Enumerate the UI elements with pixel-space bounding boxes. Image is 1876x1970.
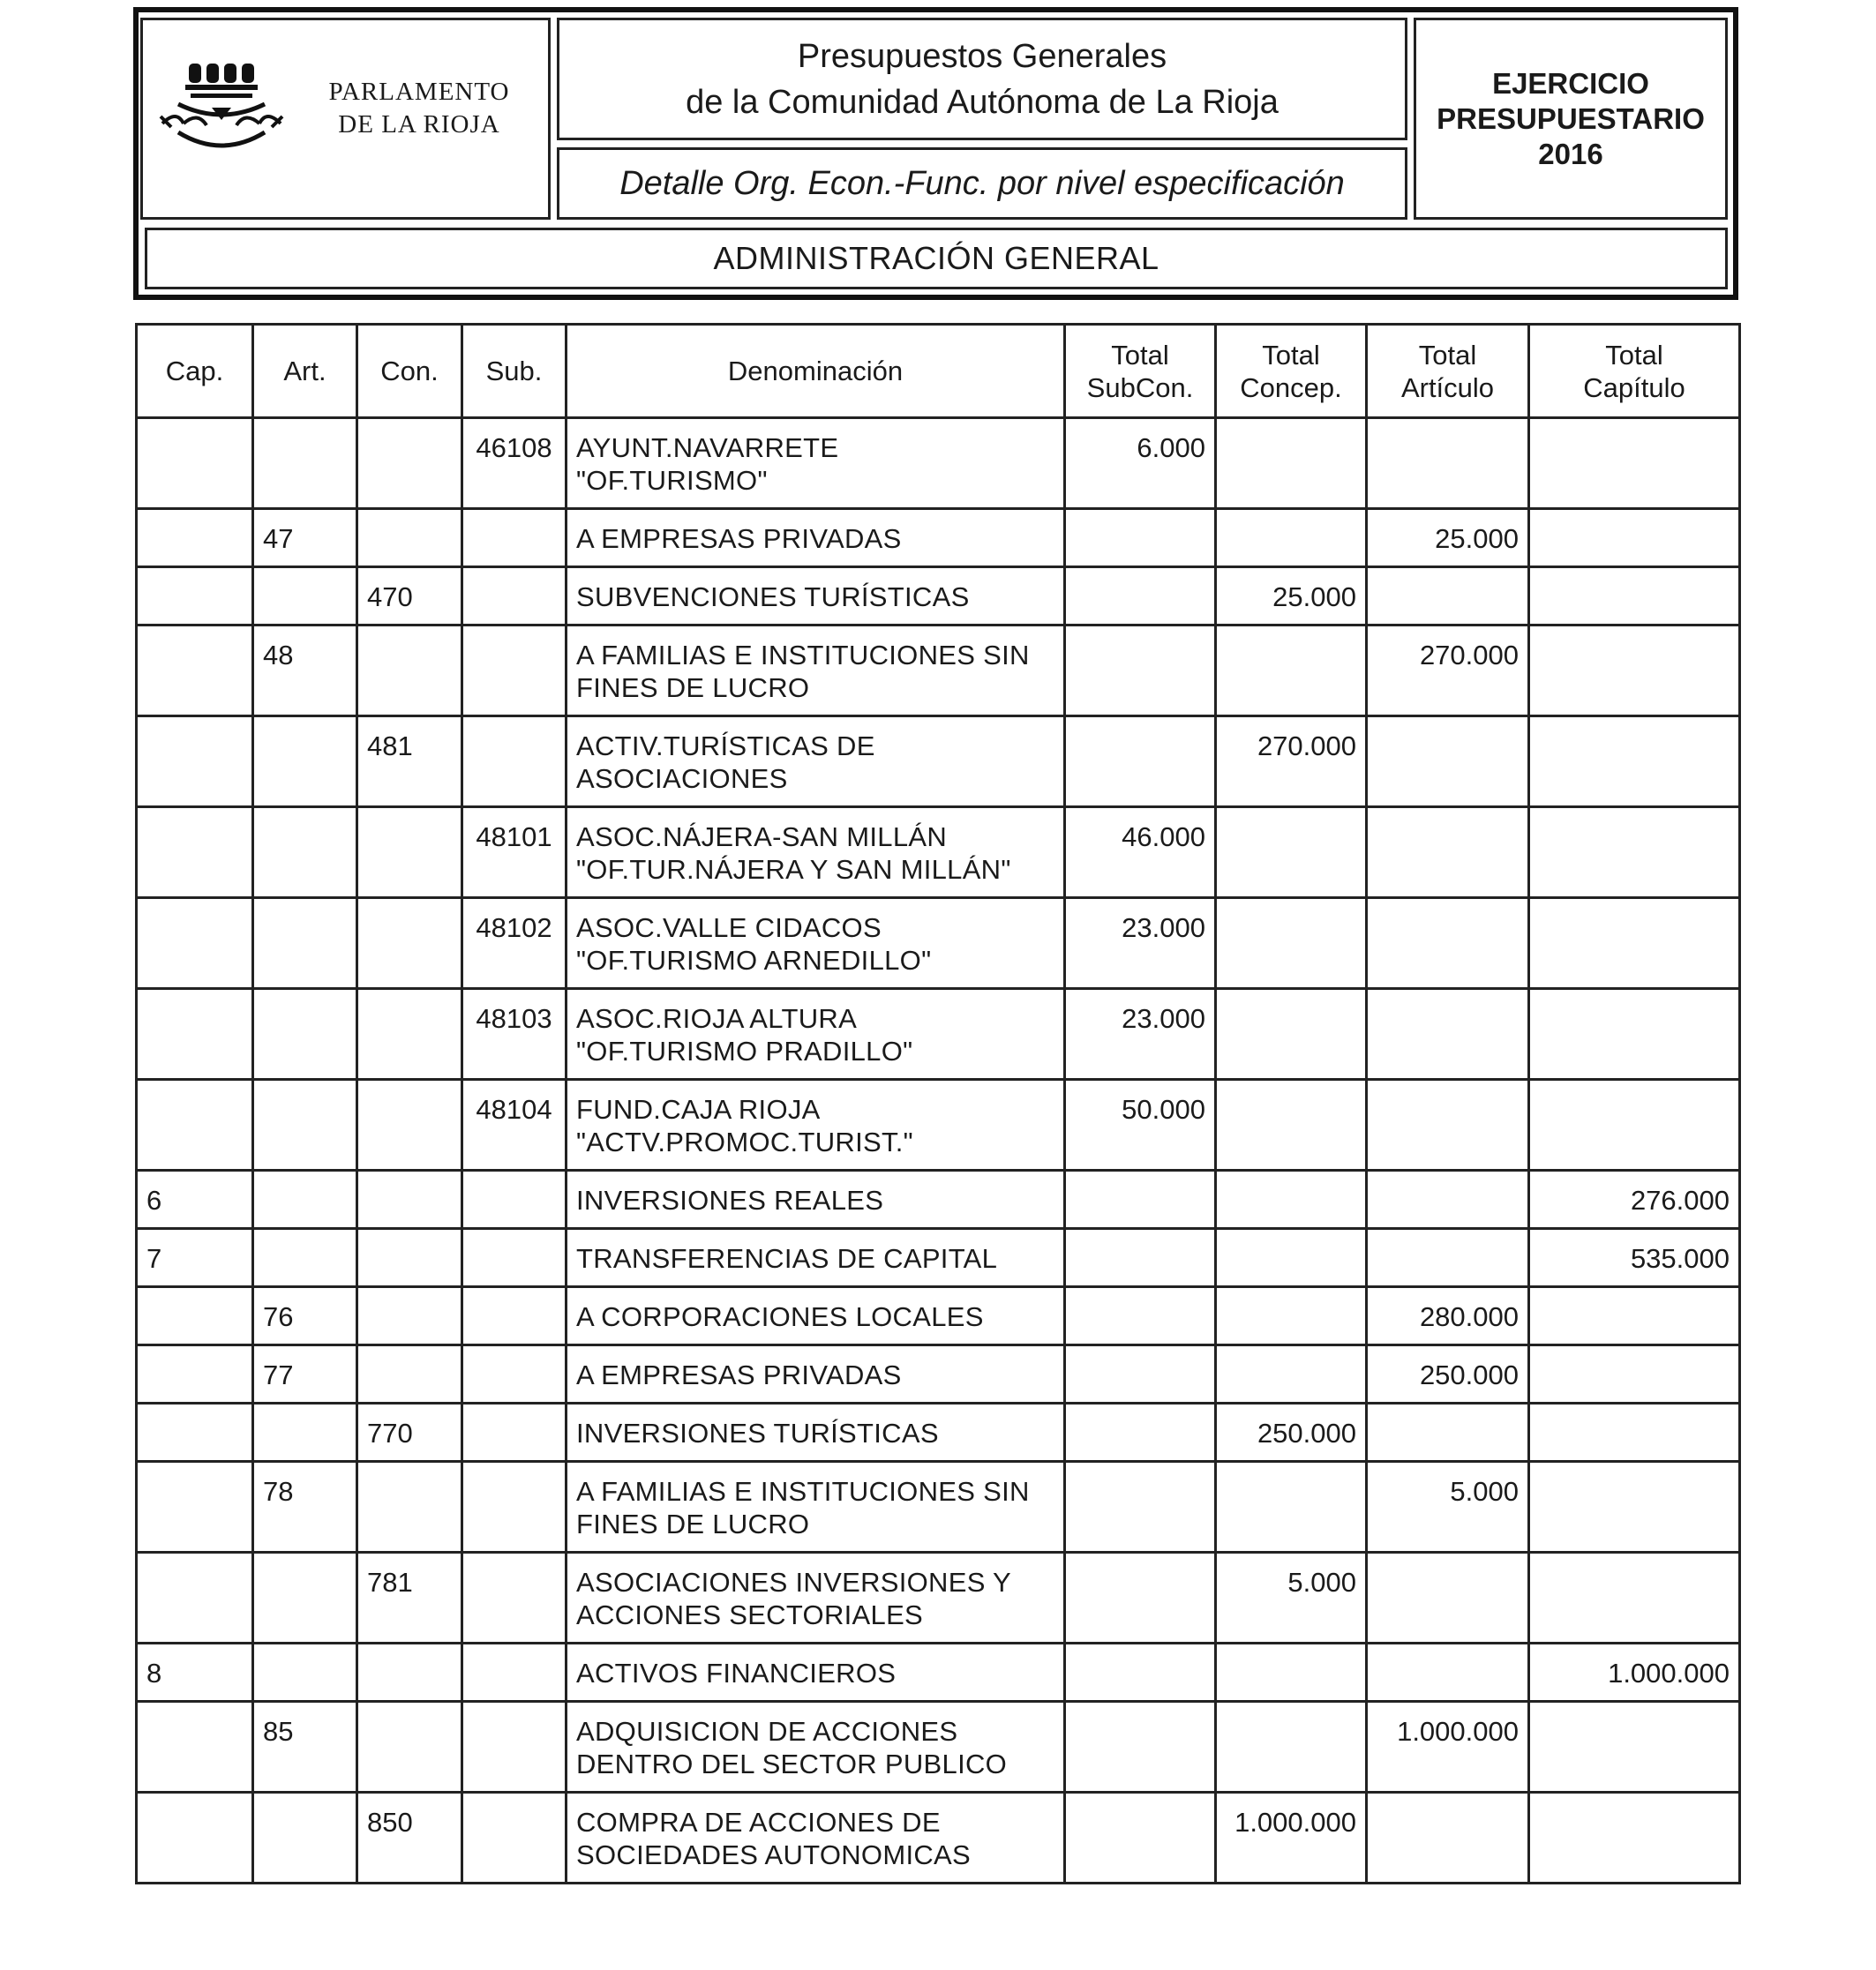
cell-total-subcon: 23.000 (1065, 989, 1216, 1080)
cell-con: 781 (357, 1553, 462, 1644)
cell-cap (137, 1553, 253, 1644)
cell-total-articulo (1367, 989, 1529, 1080)
header-label: Sub. (485, 356, 543, 386)
col-sub-header (462, 325, 567, 418)
cell-total-concep (1216, 1702, 1367, 1793)
cell-sub (462, 1702, 567, 1793)
cell-art: 48 (253, 625, 357, 716)
cell-total-concep: 250.000 (1216, 1404, 1367, 1462)
cell-sub (462, 1553, 567, 1644)
cell-total-subcon (1065, 567, 1216, 625)
denominacion-line: ACTIV.TURÍSTICAS DE (576, 730, 875, 761)
cell-sub (462, 1287, 567, 1345)
cell-con (357, 1462, 462, 1553)
denominacion-line: ASOC.NÁJERA-SAN MILLÁN (576, 821, 948, 852)
header-label: Art. (283, 356, 326, 386)
denominacion-line: FINES DE LUCRO (576, 672, 810, 703)
denominacion-line: "OF.TURISMO ARNEDILLO" (576, 945, 932, 976)
cell-cap (137, 898, 253, 989)
table-row (137, 898, 1740, 989)
col-cap-header (137, 325, 253, 418)
cell-total-capitulo (1529, 418, 1740, 509)
cell-cap (137, 509, 253, 567)
cell-sub (462, 1793, 567, 1884)
denominacion-line: A FAMILIAS E INSTITUCIONES SIN (576, 1476, 1030, 1507)
cell-art (253, 807, 357, 898)
cell-total-subcon: 6.000 (1065, 418, 1216, 509)
cell-denominacion (567, 1287, 1065, 1345)
cell-total-concep (1216, 1462, 1367, 1553)
cell-cap (137, 1345, 253, 1404)
cell-cap (137, 1702, 253, 1793)
cell-con (357, 898, 462, 989)
cell-art: 77 (253, 1345, 357, 1404)
cell-cap (137, 1462, 253, 1553)
section-title-text: ADMINISTRACIÓN GENERAL (713, 240, 1159, 276)
cell-total-articulo: 1.000.000 (1367, 1702, 1529, 1793)
cell-sub: 48101 (462, 807, 567, 898)
cell-denominacion (567, 509, 1065, 567)
cell-total-capitulo (1529, 1553, 1740, 1644)
cell-art: 47 (253, 509, 357, 567)
cell-con (357, 418, 462, 509)
cell-con: 470 (357, 567, 462, 625)
table-row (137, 1462, 1740, 1553)
cell-total-capitulo (1529, 1702, 1740, 1793)
cell-denominacion (567, 1793, 1065, 1884)
cell-cap (137, 807, 253, 898)
header-label: Total (1605, 339, 1663, 371)
cell-total-subcon (1065, 509, 1216, 567)
cell-total-subcon (1065, 1462, 1216, 1553)
cell-total-concep (1216, 1345, 1367, 1404)
cell-total-concep (1216, 989, 1367, 1080)
cell-denominacion (567, 1171, 1065, 1229)
organization-name-line1: PARLAMENTO (328, 78, 510, 106)
table-row (137, 1553, 1740, 1644)
table-body (137, 418, 1740, 1884)
header-label: Total (1111, 339, 1169, 371)
denominacion-line: TRANSFERENCIAS DE CAPITAL (576, 1243, 998, 1274)
cell-total-subcon (1065, 1404, 1216, 1462)
cell-total-subcon (1065, 625, 1216, 716)
header-label: SubCon. (1086, 371, 1194, 403)
cell-total-articulo (1367, 1404, 1529, 1462)
cell-total-capitulo (1529, 1462, 1740, 1553)
cell-sub (462, 1229, 567, 1287)
denominacion-line: SUBVENCIONES TURÍSTICAS (576, 581, 970, 612)
organization-name (313, 76, 525, 141)
denominacion-line: SOCIEDADES AUTONOMICAS (576, 1839, 972, 1870)
cell-art (253, 1793, 357, 1884)
cell-con: 481 (357, 716, 462, 807)
cell-total-concep: 5.000 (1216, 1553, 1367, 1644)
header-label: Concep. (1240, 371, 1342, 403)
cell-cap (137, 989, 253, 1080)
cell-art: 76 (253, 1287, 357, 1345)
denominacion-line: FINES DE LUCRO (576, 1509, 810, 1539)
cell-cap (137, 716, 253, 807)
cell-con (357, 1229, 462, 1287)
denominacion-line: INVERSIONES REALES (576, 1185, 884, 1216)
col-total-concep-header (1216, 325, 1367, 418)
denominacion-line: INVERSIONES TURÍSTICAS (576, 1418, 939, 1449)
cell-denominacion (567, 1462, 1065, 1553)
cell-total-subcon (1065, 1287, 1216, 1345)
cell-sub (462, 1404, 567, 1462)
cell-total-concep (1216, 1171, 1367, 1229)
cell-total-concep (1216, 1229, 1367, 1287)
cell-total-subcon (1065, 1345, 1216, 1404)
cell-con (357, 1171, 462, 1229)
denominacion-line: COMPRA DE ACCIONES DE (576, 1807, 941, 1838)
cell-total-articulo (1367, 1553, 1529, 1644)
header-label: Capítulo (1583, 371, 1685, 403)
cell-total-subcon: 46.000 (1065, 807, 1216, 898)
cell-total-capitulo (1529, 509, 1740, 567)
cell-con (357, 1702, 462, 1793)
cell-con: 770 (357, 1404, 462, 1462)
cell-sub (462, 1171, 567, 1229)
table-row (137, 1171, 1740, 1229)
cell-sub: 46108 (462, 418, 567, 509)
cell-total-articulo (1367, 807, 1529, 898)
cell-total-concep: 270.000 (1216, 716, 1367, 807)
table-row (137, 418, 1740, 509)
cell-con (357, 625, 462, 716)
cell-total-concep (1216, 1287, 1367, 1345)
cell-cap (137, 1080, 253, 1171)
cell-total-articulo: 280.000 (1367, 1287, 1529, 1345)
cell-total-articulo: 250.000 (1367, 1345, 1529, 1404)
cell-denominacion (567, 1229, 1065, 1287)
cell-total-capitulo (1529, 1404, 1740, 1462)
cell-total-concep (1216, 898, 1367, 989)
cell-denominacion (567, 1345, 1065, 1404)
cell-sub: 48102 (462, 898, 567, 989)
denominacion-line: ACCIONES SECTORIALES (576, 1599, 924, 1630)
cell-cap: 8 (137, 1644, 253, 1702)
denominacion-line: ASOC.VALLE CIDACOS (576, 912, 882, 943)
cell-total-subcon (1065, 1702, 1216, 1793)
header-label: Cap. (165, 356, 224, 386)
subtitle-text: Detalle Org. Econ.-Func. por nivel especificación (619, 164, 1345, 202)
fiscal-label-2: PRESUPUESTARIO (1437, 101, 1705, 135)
cell-denominacion (567, 1080, 1065, 1171)
cell-total-articulo (1367, 1229, 1529, 1287)
table-row (137, 1702, 1740, 1793)
cell-sub (462, 1462, 567, 1553)
cell-total-articulo (1367, 1171, 1529, 1229)
cell-art (253, 1171, 357, 1229)
cell-sub (462, 567, 567, 625)
col-total-articulo-header (1367, 325, 1529, 418)
header-label: Total (1418, 339, 1477, 371)
cell-total-concep (1216, 807, 1367, 898)
organization-name-line2: DE LA RIOJA (338, 110, 500, 139)
denominacion-line: A EMPRESAS PRIVADAS (576, 523, 902, 554)
cell-art (253, 898, 357, 989)
table-row (137, 1793, 1740, 1884)
cell-denominacion (567, 807, 1065, 898)
cell-total-articulo (1367, 1080, 1529, 1171)
fiscal-year-panel (1414, 18, 1728, 220)
table-header-row (137, 325, 1740, 418)
cell-total-capitulo (1529, 989, 1740, 1080)
denominacion-line: DENTRO DEL SECTOR PUBLICO (576, 1749, 1008, 1779)
cell-total-articulo (1367, 567, 1529, 625)
title-line-1: Presupuestos Generales (797, 37, 1167, 75)
cell-cap (137, 1287, 253, 1345)
cell-art (253, 567, 357, 625)
table-row (137, 567, 1740, 625)
col-denominacion-header (567, 325, 1065, 418)
table-row (137, 1404, 1740, 1462)
cell-cap (137, 1793, 253, 1884)
cell-total-articulo (1367, 418, 1529, 509)
col-art-header (253, 325, 357, 418)
cell-total-capitulo (1529, 1345, 1740, 1404)
table-row (137, 807, 1740, 898)
cell-art: 78 (253, 1462, 357, 1553)
fiscal-year: 2016 (1538, 137, 1603, 170)
cell-denominacion (567, 567, 1065, 625)
cell-art (253, 989, 357, 1080)
cell-art (253, 1080, 357, 1171)
cell-denominacion (567, 989, 1065, 1080)
cell-cap (137, 418, 253, 509)
denominacion-line: "OF.TURISMO" (576, 465, 768, 496)
cell-denominacion (567, 1553, 1065, 1644)
table-row (137, 716, 1740, 807)
cell-art (253, 418, 357, 509)
cell-cap (137, 1404, 253, 1462)
cell-total-subcon: 50.000 (1065, 1080, 1216, 1171)
cell-art: 85 (253, 1702, 357, 1793)
cell-sub (462, 716, 567, 807)
cell-total-capitulo: 535.000 (1529, 1229, 1740, 1287)
denominacion-line: A FAMILIAS E INSTITUCIONES SIN (576, 640, 1030, 670)
denominacion-line: "ACTV.PROMOC.TURIST." (576, 1127, 913, 1157)
cell-total-concep (1216, 509, 1367, 567)
cell-sub: 48103 (462, 989, 567, 1080)
cell-total-subcon (1065, 1553, 1216, 1644)
budget-table (135, 323, 1741, 1884)
cell-total-concep (1216, 625, 1367, 716)
cell-total-concep: 1.000.000 (1216, 1793, 1367, 1884)
cell-denominacion (567, 418, 1065, 509)
cell-denominacion (567, 1404, 1065, 1462)
cell-con (357, 509, 462, 567)
cell-total-subcon (1065, 1793, 1216, 1884)
denominacion-line: ASOCIACIONES INVERSIONES Y (576, 1567, 1012, 1598)
denominacion-line: ACTIVOS FINANCIEROS (576, 1658, 897, 1689)
denominacion-line: "OF.TURISMO PRADILLO" (576, 1036, 913, 1067)
col-total-subcon-header (1065, 325, 1216, 418)
table-row (137, 1345, 1740, 1404)
table-row (137, 509, 1740, 567)
denominacion-line: "OF.TUR.NÁJERA Y SAN MILLÁN" (576, 854, 1011, 885)
cell-total-articulo: 25.000 (1367, 509, 1529, 567)
cell-total-articulo (1367, 716, 1529, 807)
header-label: Artículo (1400, 371, 1495, 403)
cell-cap: 7 (137, 1229, 253, 1287)
cell-total-concep (1216, 418, 1367, 509)
denominacion-line: A EMPRESAS PRIVADAS (576, 1360, 902, 1390)
cell-total-capitulo: 1.000.000 (1529, 1644, 1740, 1702)
table-row (137, 1080, 1740, 1171)
title-line-2: de la Comunidad Autónoma de La Rioja (686, 83, 1279, 121)
section-title (145, 228, 1728, 289)
denominacion-line: A CORPORACIONES LOCALES (576, 1301, 984, 1332)
cell-sub (462, 625, 567, 716)
cell-total-subcon (1065, 1644, 1216, 1702)
cell-total-articulo (1367, 1644, 1529, 1702)
cell-total-capitulo (1529, 807, 1740, 898)
cell-art (253, 716, 357, 807)
cell-total-subcon (1065, 716, 1216, 807)
cell-sub (462, 1345, 567, 1404)
cell-total-concep: 25.000 (1216, 567, 1367, 625)
cell-total-capitulo: 276.000 (1529, 1171, 1740, 1229)
cell-total-capitulo (1529, 567, 1740, 625)
cell-total-subcon: 23.000 (1065, 898, 1216, 989)
header-label: Denominación (727, 356, 904, 386)
cell-sub: 48104 (462, 1080, 567, 1171)
cell-con: 850 (357, 1793, 462, 1884)
document-subtitle (557, 147, 1407, 220)
table-row (137, 625, 1740, 716)
denominacion-line: ADQUISICION DE ACCIONES (576, 1716, 958, 1747)
table-row (137, 1644, 1740, 1702)
denominacion-line: ASOCIACIONES (576, 763, 788, 794)
cell-denominacion (567, 1644, 1065, 1702)
cell-con (357, 989, 462, 1080)
cell-cap (137, 625, 253, 716)
cell-total-articulo (1367, 1793, 1529, 1884)
table-row (137, 1287, 1740, 1345)
cell-con (357, 1287, 462, 1345)
col-con-header (357, 325, 462, 418)
cell-total-articulo (1367, 898, 1529, 989)
cell-sub (462, 509, 567, 567)
cell-denominacion (567, 1702, 1065, 1793)
table-row (137, 1229, 1740, 1287)
cell-sub (462, 1644, 567, 1702)
cell-denominacion (567, 716, 1065, 807)
table-row (137, 989, 1740, 1080)
cell-total-concep (1216, 1644, 1367, 1702)
cell-denominacion (567, 898, 1065, 989)
cell-art (253, 1229, 357, 1287)
cell-con (357, 1080, 462, 1171)
cell-total-concep (1216, 1080, 1367, 1171)
col-total-capitulo-header (1529, 325, 1740, 418)
cell-con (357, 807, 462, 898)
cell-total-capitulo (1529, 716, 1740, 807)
cell-total-articulo: 5.000 (1367, 1462, 1529, 1553)
parliament-logo-icon (152, 55, 311, 161)
cell-total-capitulo (1529, 1080, 1740, 1171)
cell-con (357, 1345, 462, 1404)
cell-total-subcon (1065, 1229, 1216, 1287)
header-label: Con. (380, 356, 439, 386)
denominacion-line: AYUNT.NAVARRETE (576, 432, 839, 463)
header-label: Total (1262, 339, 1320, 371)
cell-art (253, 1644, 357, 1702)
cell-cap (137, 567, 253, 625)
cell-total-articulo: 270.000 (1367, 625, 1529, 716)
cell-cap: 6 (137, 1171, 253, 1229)
cell-total-capitulo (1529, 898, 1740, 989)
cell-total-capitulo (1529, 1287, 1740, 1345)
cell-art (253, 1404, 357, 1462)
cell-denominacion (567, 625, 1065, 716)
fiscal-label-1: EJERCICIO (1492, 66, 1649, 100)
cell-art (253, 1553, 357, 1644)
denominacion-line: ASOC.RIOJA ALTURA (576, 1003, 858, 1034)
cell-total-capitulo (1529, 625, 1740, 716)
denominacion-line: FUND.CAJA RIOJA (576, 1094, 821, 1125)
document-title (557, 18, 1407, 140)
cell-total-subcon (1065, 1171, 1216, 1229)
cell-con (357, 1644, 462, 1702)
cell-total-capitulo (1529, 1793, 1740, 1884)
